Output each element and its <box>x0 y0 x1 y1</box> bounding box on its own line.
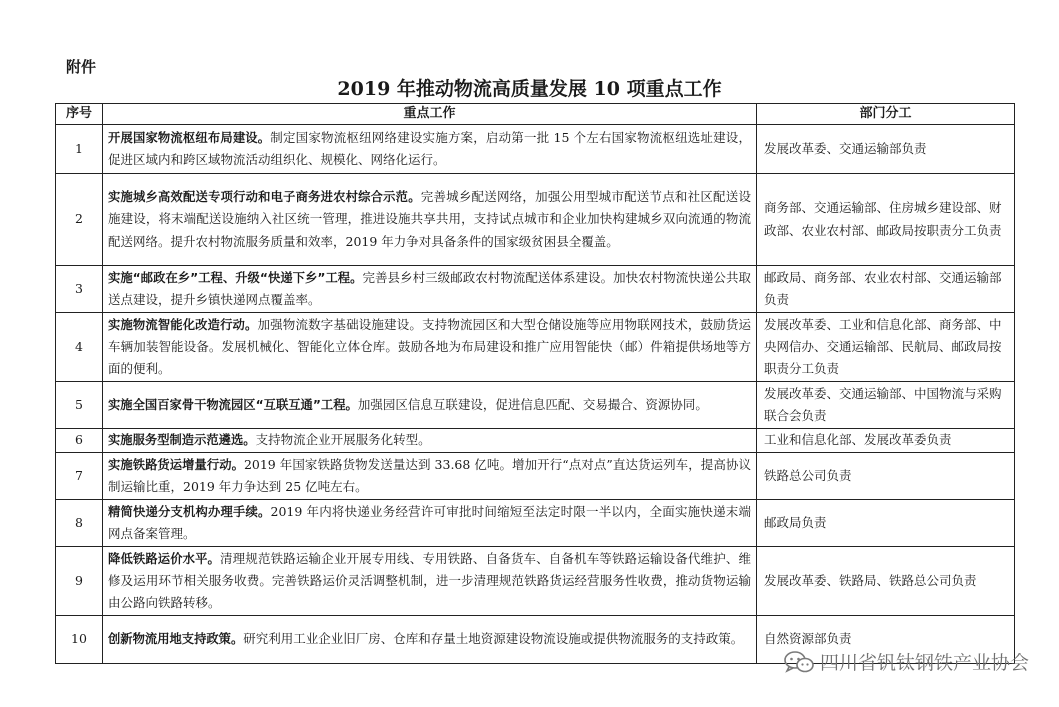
table-row <box>56 453 1015 500</box>
task-title: 实施全国百家骨干物流园区“互联互通”工程。 <box>108 397 358 412</box>
task-body: 支持物流企业开展服务化转型。 <box>255 432 431 448</box>
key-tasks-table <box>55 103 1015 664</box>
row-task <box>103 616 757 664</box>
task-title: 精简快递分支机构办理手续。 <box>108 504 271 519</box>
row-num: 2 <box>56 174 103 266</box>
task-body: 加强园区信息互联建设，促进信息匹配、交易撮合、资源协同。 <box>357 396 708 412</box>
table-row <box>56 266 1015 313</box>
task-body: 完善城乡配送网络，加强公用型城市配送节点和社区配送设施建设，将末端配送设施纳入社区统一管理，推进设施共享共用，支持试点城市和企业加快构建城乡双向流通的物流配送网络。提升农村物流服务质量和效率，2019 年力争对具备条件的国家级贫困县全覆盖。 <box>108 189 751 249</box>
header-num: 序号 <box>56 104 103 125</box>
task-title: 实施服务型制造示范遴选。 <box>108 433 256 448</box>
attachment-label: 附件 <box>66 58 97 76</box>
task-body: 加强物流数字基础设施建设。支持物流园区和大型仓储设施等应用物联网技术，鼓励货运车辆加装智能设备。发展机械化、智能化立体仓库。鼓励各地为布局建设和推广应用智能快（邮）件箱提供场地等方面的便利。 <box>108 316 751 377</box>
row-num: 9 <box>56 547 103 616</box>
row-dept: 自然资源部负责 <box>757 616 1015 664</box>
row-dept: 邮政局、商务部、农业农村部、交通运输部负责 <box>757 266 1015 313</box>
watermark <box>784 648 1029 675</box>
row-task <box>103 125 757 174</box>
row-num: 7 <box>56 453 103 500</box>
row-num: 8 <box>56 500 103 547</box>
task-title: 开展国家物流枢纽布局建设。 <box>108 130 271 145</box>
row-task <box>103 429 757 453</box>
row-dept: 铁路总公司负责 <box>757 453 1015 500</box>
watermark-text: 四川省钒钛钢铁产业协会 <box>819 652 1029 674</box>
row-task <box>103 266 757 313</box>
task-body: 2019 年国家铁路货物发送量达到 33.68 亿吨。增加开行“点对点”直达货运列车，提高协议制运输比重，2019 年力争达到 25 亿吨左右。 <box>108 456 751 494</box>
task-body: 完善县乡村三级邮政农村物流配送体系建设。加快农村物流快递公共取送点建设，提升乡镇快递网点覆盖率。 <box>108 269 751 307</box>
task-title: 实施城乡高效配送专项行动和电子商务进农村综合示范。 <box>108 190 421 205</box>
row-dept: 发展改革委、铁路局、铁路总公司负责 <box>757 547 1015 616</box>
row-num: 3 <box>56 266 103 313</box>
task-body: 制定国家物流枢纽网络建设实施方案，启动第一批 15 个左右国家物流枢纽选址建设，促进区域内和跨区域物流活动组织化、规模化、网络化运行。 <box>108 129 751 167</box>
table-row <box>56 547 1015 616</box>
row-dept: 邮政局负责 <box>757 500 1015 547</box>
row-task <box>103 453 757 500</box>
row-task <box>103 547 757 616</box>
task-title: 降低铁路运价水平。 <box>108 551 220 566</box>
row-dept: 发展改革委、工业和信息化部、商务部、中央网信办、交通运输部、民航局、邮政局按职责分工负责 <box>757 313 1015 382</box>
row-dept: 发展改革委、交通运输部负责 <box>757 125 1015 174</box>
task-title: 实施“邮政在乡”工程、升级“快递下乡”工程。 <box>108 270 363 285</box>
row-dept: 商务部、交通运输部、住房城乡建设部、财政部、农业农村部、邮政局按职责分工负责 <box>757 174 1015 266</box>
table-row <box>56 500 1015 547</box>
row-num: 5 <box>56 382 103 429</box>
task-title: 创新物流用地支持政策。 <box>108 632 244 647</box>
table-row <box>56 174 1015 266</box>
row-num: 10 <box>56 616 103 664</box>
task-body: 清理规范铁路运输企业开展专用线、专用铁路、自备货车、自备机车等铁路运输设备代维护、维修及运用环节相关服务收费。完善铁路运价灵活调整机制，进一步清理规范铁路货运经营服务性收费，推动货物运输由公路向铁路转移。 <box>108 550 751 611</box>
task-body: 2019 年内将快递业务经营许可审批时间缩短至法定时限一半以内，全面实施快递末端网点备案管理。 <box>108 503 751 541</box>
row-dept: 发展改革委、交通运输部、中国物流与采购联合会负责 <box>757 382 1015 429</box>
header-dept: 部门分工 <box>757 104 1015 125</box>
table-header-row <box>56 104 1015 125</box>
table-row <box>56 313 1015 382</box>
row-task <box>103 313 757 382</box>
table-row <box>56 429 1015 453</box>
table-row <box>56 125 1015 174</box>
wechat-icon <box>784 651 814 673</box>
row-num: 4 <box>56 313 103 382</box>
row-num: 1 <box>56 125 103 174</box>
table-row <box>56 382 1015 429</box>
task-title: 实施铁路货运增量行动。 <box>108 457 244 472</box>
row-task <box>103 174 757 266</box>
page-title: 2019 年推动物流高质量发展 10 项重点工作 <box>337 78 722 100</box>
row-task <box>103 500 757 547</box>
task-title: 实施物流智能化改造行动。 <box>108 317 258 332</box>
row-num: 6 <box>56 429 103 453</box>
header-task: 重点工作 <box>103 104 757 125</box>
row-dept: 工业和信息化部、发展改革委负责 <box>757 429 1015 453</box>
task-body: 研究利用工业企业旧厂房、仓库和存量土地资源建设物流设施或提供物流服务的支持政策。 <box>243 631 744 647</box>
row-task <box>103 382 757 429</box>
